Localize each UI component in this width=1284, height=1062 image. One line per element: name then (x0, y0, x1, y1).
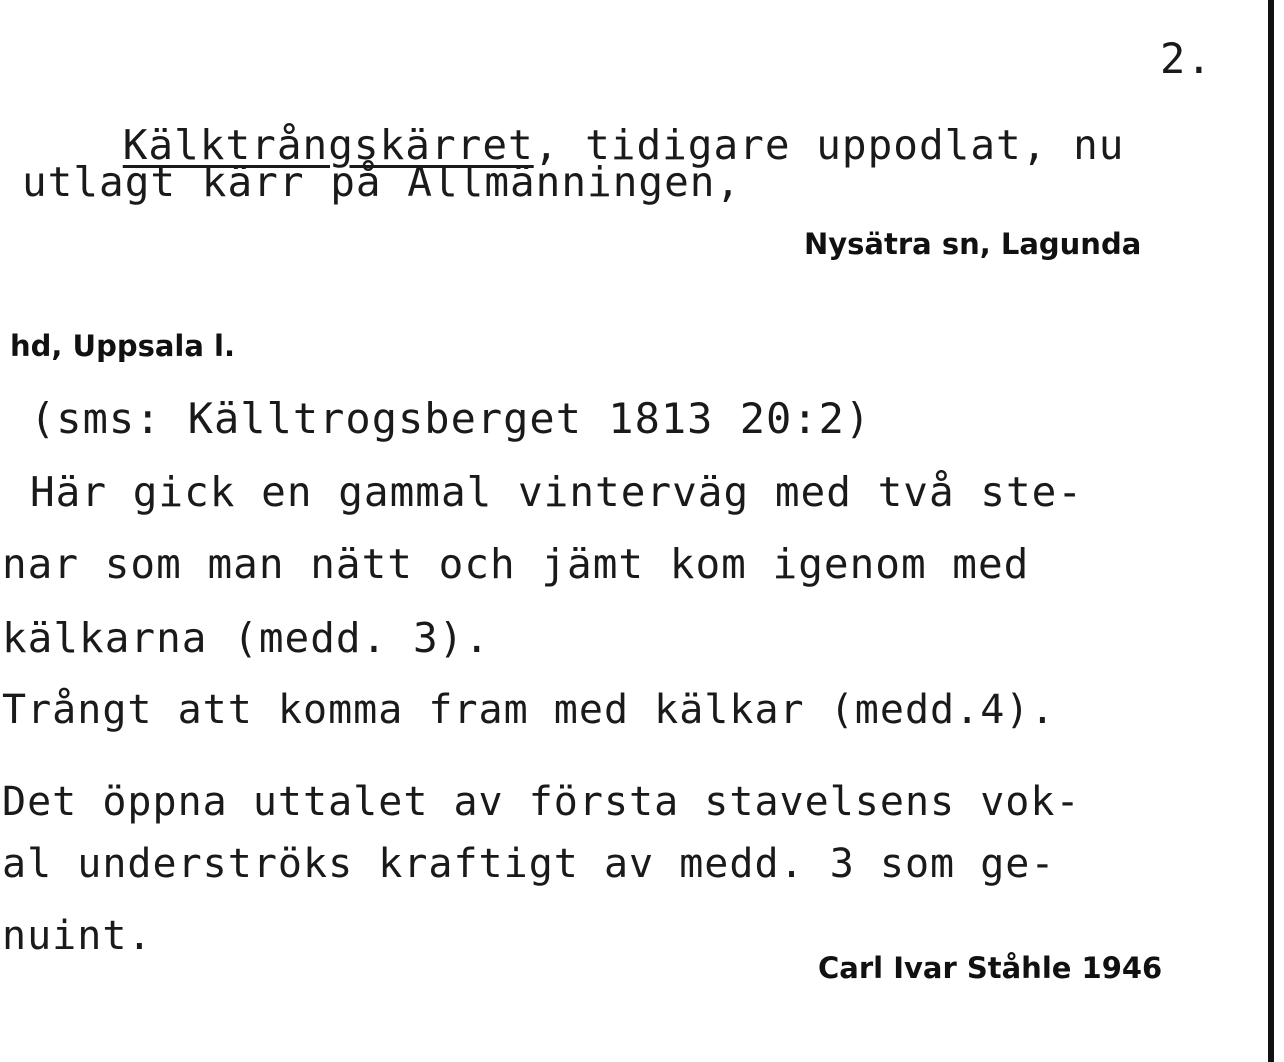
body-line-5: Det öppna uttalet av första stavelsens vok- (2, 779, 1081, 825)
place-name: Kälktrångskärret (122, 121, 534, 169)
body-line-4: Trångt att komma fram med kälkar (medd.4). (2, 687, 1056, 733)
location-stamp-line1: Nysätra sn, Lagunda (804, 227, 1142, 261)
card-edge (1268, 0, 1274, 1062)
page-number: 2. (1160, 34, 1213, 83)
heading-rest: , tidigare uppodlat, nu (533, 121, 1125, 169)
body-line-3: kälkarna (medd. 3). (2, 614, 490, 662)
description-line: utlagt kärr på Allmänningen, (22, 158, 742, 206)
body-line-1: Här gick en gammal vinterväg med två ste- (30, 468, 1084, 516)
body-line-6: al underströks kraftigt av medd. 3 som ge- (2, 841, 1056, 887)
location-stamp-line2: hd, Uppsala l. (10, 329, 235, 363)
body-line-2: nar som man nätt och jämt kom igenom med (2, 540, 1030, 588)
body-line-7: nuint. (2, 913, 153, 959)
signature-stamp: Carl Ivar Ståhle 1946 (818, 951, 1163, 985)
sms-reference: (sms: Källtrogsberget 1813 20:2) (30, 394, 872, 443)
